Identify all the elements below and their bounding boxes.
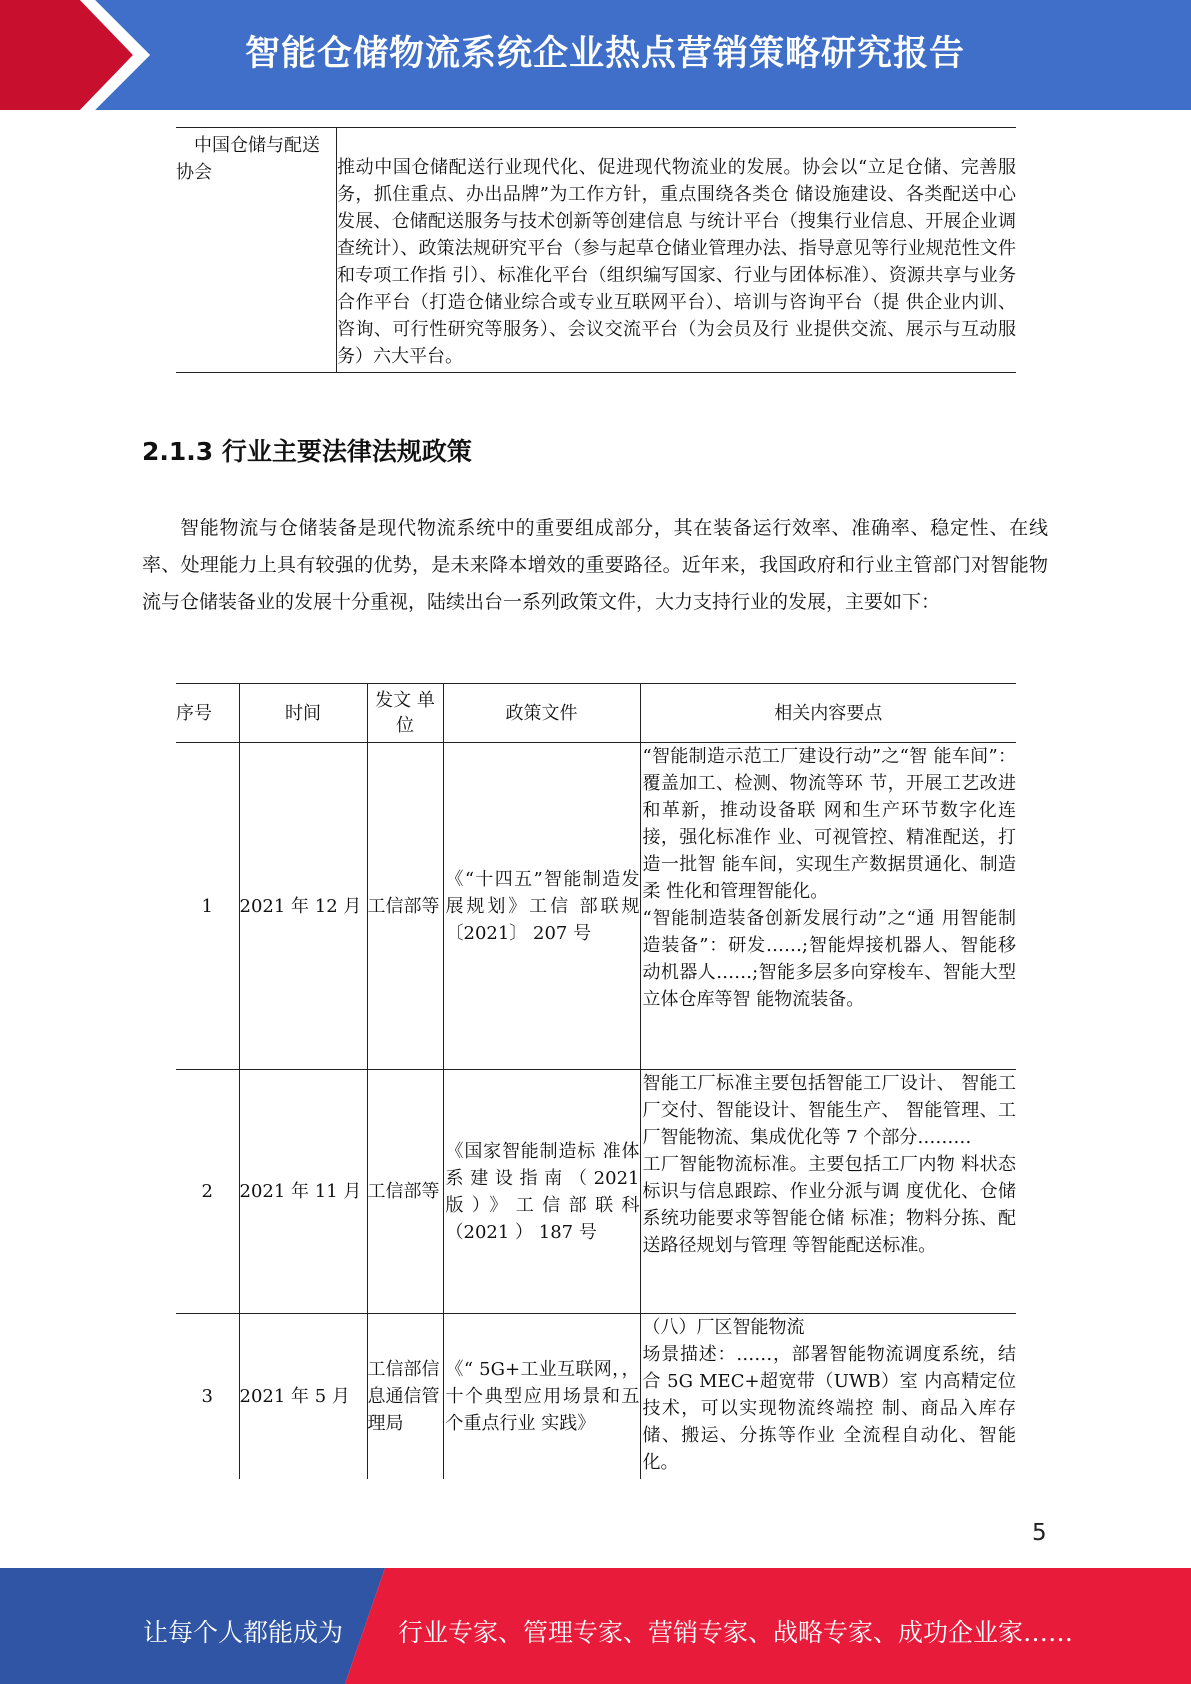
point-text: 智能工厂标准主要包括智能工厂设计、 智能工厂交付、智能设计、智能生产、 智能管理、工厂智能物流、集成优化等 7 个部分……… xyxy=(642,1073,1016,1148)
report-title: 智能仓储物流系统企业热点营销策略研究报告 xyxy=(245,34,966,74)
row-points xyxy=(640,1070,1016,1314)
page-number: 5 xyxy=(1032,1520,1047,1546)
point-text: “智能制造示范工厂建设行动”之“智 能车间”：覆盖加工、检测、物流等环 节，开展工艺改进和革新，推动设备联 网和生产环节数字化连接，强化标准作 业、可视管控、精准配送，打造一批智 能车间，实现生产数据贯通化、制造柔 性化和管理智能化。 xyxy=(642,746,1016,902)
row-time: 2021 年 12 月 xyxy=(239,743,367,1070)
page-header xyxy=(0,0,1191,110)
header-no: 序号 xyxy=(176,684,239,743)
header-unit: 发文 单位 xyxy=(367,684,443,743)
header-doc: 政策文件 xyxy=(443,684,640,743)
footer-slogan-right: 行业专家、管理专家、营销专家、战略专家、成功企业家…… xyxy=(398,1618,1074,1647)
header-time: 时间 xyxy=(239,684,367,743)
point-text: “智能制造装备创新发展行动”之“通 用智能制造装备”：研发……;智能焊接机器人、智能移动机器人……;智能多层多向穿梭车、智能大型立体仓库等智 能物流装备。 xyxy=(642,908,1016,1010)
point-text: （八）厂区智能物流 xyxy=(642,1317,805,1338)
association-table xyxy=(176,127,1016,373)
table-row xyxy=(176,1070,1016,1314)
association-name: 中国仓储与配送协会 xyxy=(176,128,337,373)
section-heading: 2.1.3 行业主要法律法规政策 xyxy=(142,437,472,466)
table-row xyxy=(176,743,1016,1070)
point-text: 工厂智能物流标准。主要包括工厂内物 料状态标识与信息跟踪、作业分派与调 度优化、仓储系统功能要求等智能仓储 标准；物料分拣、配送路径规划与管理 等智能配送标准。 xyxy=(642,1154,1016,1256)
page-footer xyxy=(0,1568,1191,1684)
row-unit: 工信部等 xyxy=(367,1070,443,1314)
row-no: 1 xyxy=(176,743,239,1070)
row-unit: 工信部等 xyxy=(367,743,443,1070)
point-text: 场景描述：……，部署智能物流调度系统，结合 5G MEC+超宽带（UWB）室 内高精定位技术，可以实现物流终端控 制、商品入库存储、搬运、分拣等作业 全流程自动化、智能化。 xyxy=(642,1344,1016,1473)
row-time: 2021 年 5 月 xyxy=(239,1314,367,1480)
row-doc: 《国家智能制造标 准体系建设指南（2021 版）》工信部联科（2021 ） 187 号 xyxy=(443,1070,640,1314)
row-unit: 工信部信息通信管理局 xyxy=(367,1314,443,1480)
row-time: 2021 年 11 月 xyxy=(239,1070,367,1314)
table-row xyxy=(176,1314,1016,1480)
row-points xyxy=(640,743,1016,1070)
row-doc: 《“ 5G+工业互联网，，十个典型应用场景和五个重点行业 实践》 xyxy=(443,1314,640,1480)
row-points xyxy=(640,1314,1016,1480)
association-description: 推动中国仓储配送行业现代化、促进现代物流业的发展。协会以“立足仓储、完善服务，抓住重点、办出品牌”为工作方针，重点围绕各类仓 储设施建设、各类配送中心发展、仓储配送服务与技术创新等创建信息 与统计平台（搜集行业信息、开展企业调查统计）、政策法规研究平台（参与起草仓储业管理办法、指导意见等行业规范性文件和专项工作指 引）、标准化平台（组织编写国家、行业与团体标准）、资源共享与业务 合作平台（打造仓储业综合或专业互联网平台）、培训与咨询平台（提 供企业内训、咨询、可行性研究等服务）、会议交流平台（为会员及行 业提供交流、展示与互动服务）六大平台。 xyxy=(337,157,1016,367)
row-doc: 《“十四五”智能制造发展规划》工信 部联规〔2021〕 207 号 xyxy=(443,743,640,1070)
policy-table xyxy=(176,683,1016,1479)
footer-slogan-left: 让每个人都能成为 xyxy=(143,1618,344,1647)
header-points: 相关内容要点 xyxy=(640,684,1016,743)
row-no: 2 xyxy=(176,1070,239,1314)
body-paragraph: 智能物流与仓储装备是现代物流系统中的重要组成部分，其在装备运行效率、准确率、稳定性、在线率、处理能力上具有较强的优势，是未来降本增效的重要路径。近年来，我国政府和行业主管部门对智能物流与仓储装备业的发展十分重视，陆续出台一系列政策文件，大力支持行业的发展，主要如下： xyxy=(142,517,1048,613)
table-row xyxy=(176,128,1016,373)
row-no: 3 xyxy=(201,1386,213,1407)
table-header-row xyxy=(176,684,1016,743)
